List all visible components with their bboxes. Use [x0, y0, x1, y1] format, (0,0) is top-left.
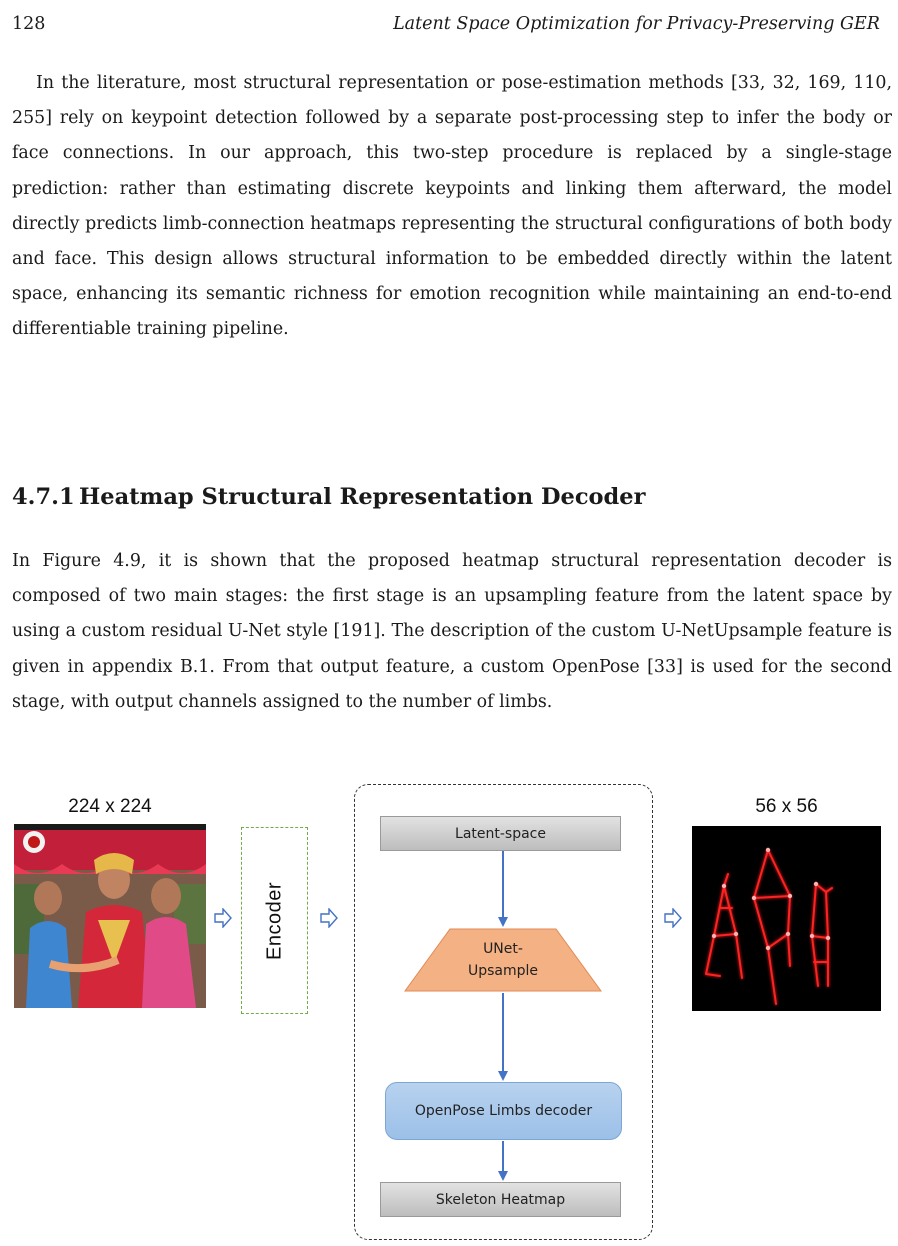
unet-label-line1: UNet-	[483, 941, 523, 957]
running-title: Latent Space Optimization for Privacy-Preserving GER	[393, 14, 880, 34]
arrow-down-icon	[496, 993, 510, 1081]
arrow-right-icon	[320, 908, 338, 928]
arrow-down-icon	[496, 1141, 510, 1181]
arrow-down-icon	[496, 851, 510, 927]
skeleton-heatmap-block: Skeleton Heatmap	[380, 1182, 621, 1217]
paragraph-literature: In the literature, most structural representation or pose-estimation methods [33, 32, 169, 110, 255] rely on keypoint detection followed by a separate post-processing step to infer the body or face connections. In our approach, this two-step procedure is replaced by a single-stage prediction: rather than estimating discrete keypoints and linking them afterward, the model directly predicts limb-connection heatmaps representing the structural configurations of both body and face. This design allows structural information to be embedded directly within the latent space, enhancing its semantic richness for emotion recognition while maintaining an end-to-end differentiable training pipeline.	[12, 73, 892, 340]
unet-upsample-label	[404, 930, 602, 990]
figure-architecture	[0, 780, 898, 1246]
paragraph-decoder: In Figure 4.9, it is shown that the proposed heatmap structural representation decoder is composed of two main stages: the first stage is an upsampling feature from the latent space by using a custom residual U-Net style [191]. The description of the custom U-NetUpsample feature is given in appendix B.1. From that output feature, a custom OpenPose [33] is used for the second stage, with output channels assigned to the number of limbs.	[12, 551, 892, 712]
latent-space-block: Latent-space	[380, 816, 621, 851]
arrow-right-icon	[664, 908, 682, 928]
input-image	[14, 824, 206, 1008]
input-size-label: 224 x 224	[68, 796, 152, 817]
encoder-label: Encoder	[263, 881, 285, 960]
page-header	[0, 14, 898, 42]
section-heading	[12, 484, 645, 510]
output-size-label: 56 x 56	[755, 796, 818, 817]
output-heatmap-image	[692, 826, 881, 1011]
section-title: Heatmap Structural Representation Decoder	[79, 484, 646, 510]
arrow-right-icon	[214, 908, 232, 928]
encoder-block	[241, 827, 308, 1014]
unet-label-line2: Upsample	[467, 963, 539, 979]
openpose-limbs-decoder-block: OpenPose Limbs decoder	[385, 1082, 622, 1140]
section-number: 4.7.1	[12, 484, 75, 510]
page-number: 128	[12, 14, 46, 34]
